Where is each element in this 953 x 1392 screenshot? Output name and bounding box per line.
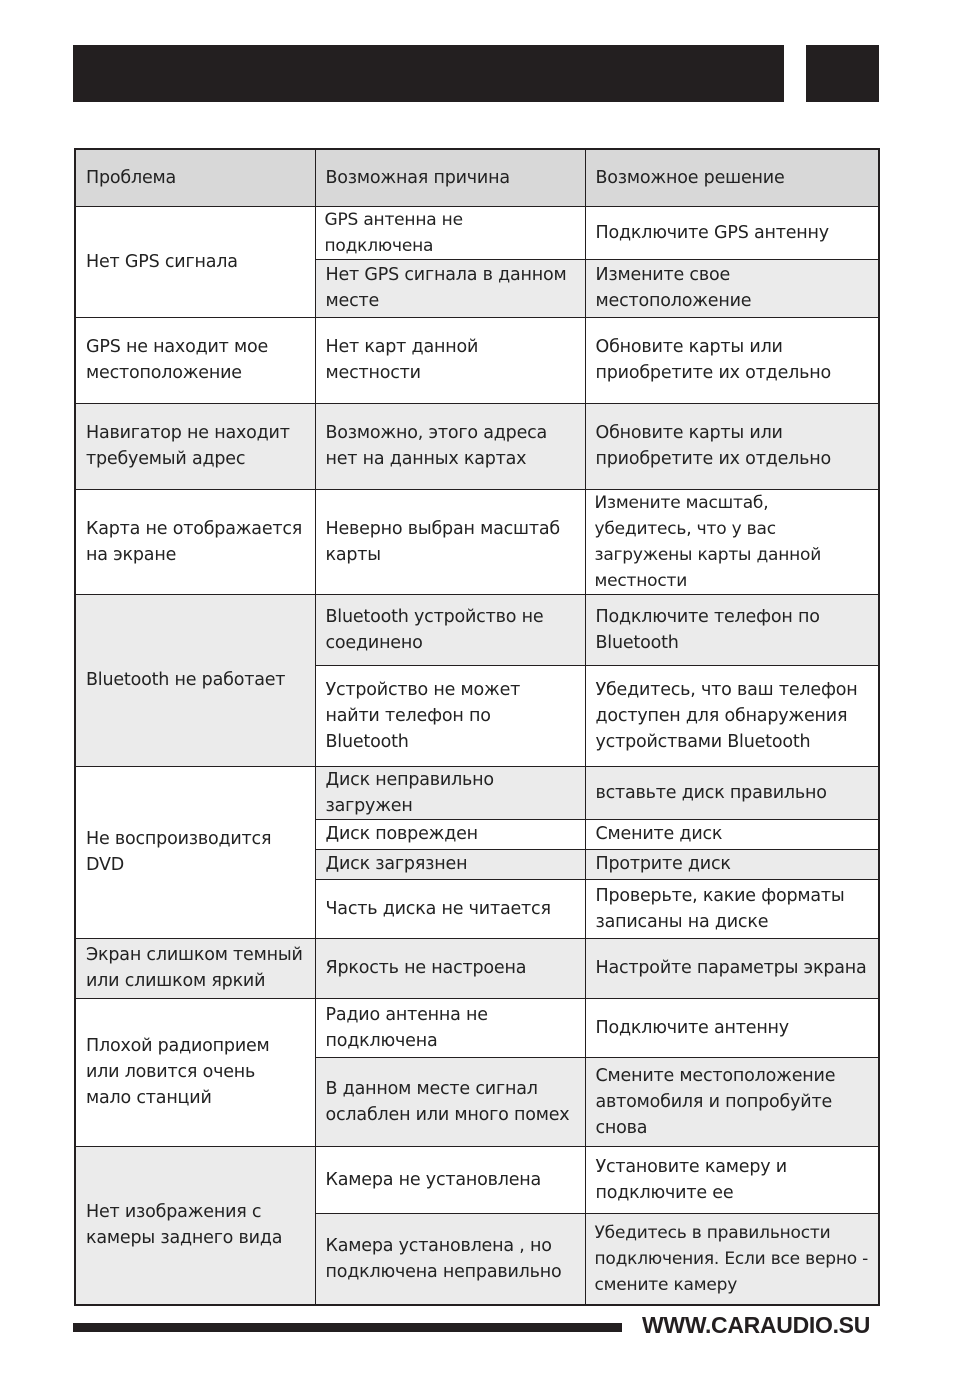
table-row [75, 938, 879, 998]
troubleshooting-table [74, 148, 880, 1306]
problem-cell: Экран слишком темный или слишком яркий [75, 938, 315, 998]
cause-cell: Возможно, этого адреса нет на данных картах [315, 403, 585, 489]
table-row [75, 489, 879, 594]
problem-cell: Нет изображения с камеры заднего вида [75, 1146, 315, 1305]
table-row [75, 317, 879, 403]
problem-cell: Bluetooth не работает [75, 594, 315, 766]
cause-cell: Диск неправильно загружен [315, 766, 585, 819]
problem-cell: Нет GPS сигнала [75, 206, 315, 317]
page-number-box [806, 45, 879, 102]
cause-cell: Камера установлена , но подключена неправильно [315, 1213, 585, 1305]
table-row [75, 1146, 879, 1213]
solution-cell: вставьте диск правильно [585, 766, 879, 819]
cause-cell: Радио антенна не подключена [315, 998, 585, 1057]
cause-cell: Диск загрязнен [315, 849, 585, 879]
table-row [75, 403, 879, 489]
solution-cell: Обновите карты или приобретите их отдельно [585, 317, 879, 403]
table-row [75, 594, 879, 665]
solution-cell: Обновите карты или приобретите их отдельно [585, 403, 879, 489]
solution-cell: Смените местоположение автомобиля и попробуйте снова [585, 1057, 879, 1146]
solution-cell: Подключите GPS антенну [585, 206, 879, 259]
footer-line [73, 1323, 622, 1332]
problem-cell: Карта не отображается на экране [75, 489, 315, 594]
header-solution: Возможное решение [585, 149, 879, 206]
cause-cell: Яркость не настроена [315, 938, 585, 998]
header-problem: Проблема [75, 149, 315, 206]
solution-cell: Настройте параметры экрана [585, 938, 879, 998]
cause-cell: Нет GPS сигнала в данном месте [315, 259, 585, 317]
header-bar [73, 45, 784, 102]
solution-cell: Убедитесь в правильности подключения. Если все верно - смените камеру [585, 1213, 879, 1305]
cause-cell: Диск поврежден [315, 819, 585, 849]
table-header-row [75, 149, 879, 206]
cause-cell: Камера не установлена [315, 1146, 585, 1213]
footer-url: WWW.CARAUDIO.SU [642, 1312, 871, 1338]
header-cause: Возможная причина [315, 149, 585, 206]
solution-cell: Протрите диск [585, 849, 879, 879]
solution-cell: Измените масштаб, убедитесь, что у вас загружены карты данной местности [585, 489, 879, 594]
table-row [75, 206, 879, 259]
cause-cell: Нет карт данной местности [315, 317, 585, 403]
solution-cell: Установите камеру и подключите ее [585, 1146, 879, 1213]
cause-cell: Устройство не может найти телефон по Bluetooth [315, 665, 585, 766]
table-row [75, 766, 879, 819]
cause-cell: Неверно выбран масштаб карты [315, 489, 585, 594]
solution-cell: Подключите телефон по Bluetooth [585, 594, 879, 665]
solution-cell: Измените свое местоположение [585, 259, 879, 317]
cause-cell: В данном месте сигнал ослаблен или много помех [315, 1057, 585, 1146]
solution-cell: Убедитесь, что ваш телефон доступен для обнаружения устройствами Bluetooth [585, 665, 879, 766]
cause-cell: GPS антенна не подключена [315, 206, 585, 259]
problem-cell: Навигатор не находит требуемый адрес [75, 403, 315, 489]
cause-cell: Bluetooth устройство не соединено [315, 594, 585, 665]
solution-cell: Проверьте, какие форматы записаны на диске [585, 879, 879, 938]
problem-cell: Плохой радиоприем или ловится очень мало станций [75, 998, 315, 1146]
cause-cell: Часть диска не читается [315, 879, 585, 938]
solution-cell: Смените диск [585, 819, 879, 849]
solution-cell: Подключите антенну [585, 998, 879, 1057]
table-row [75, 998, 879, 1057]
problem-cell: Не воспроизводится DVD [75, 766, 315, 938]
problem-cell: GPS не находит мое местоположение [75, 317, 315, 403]
